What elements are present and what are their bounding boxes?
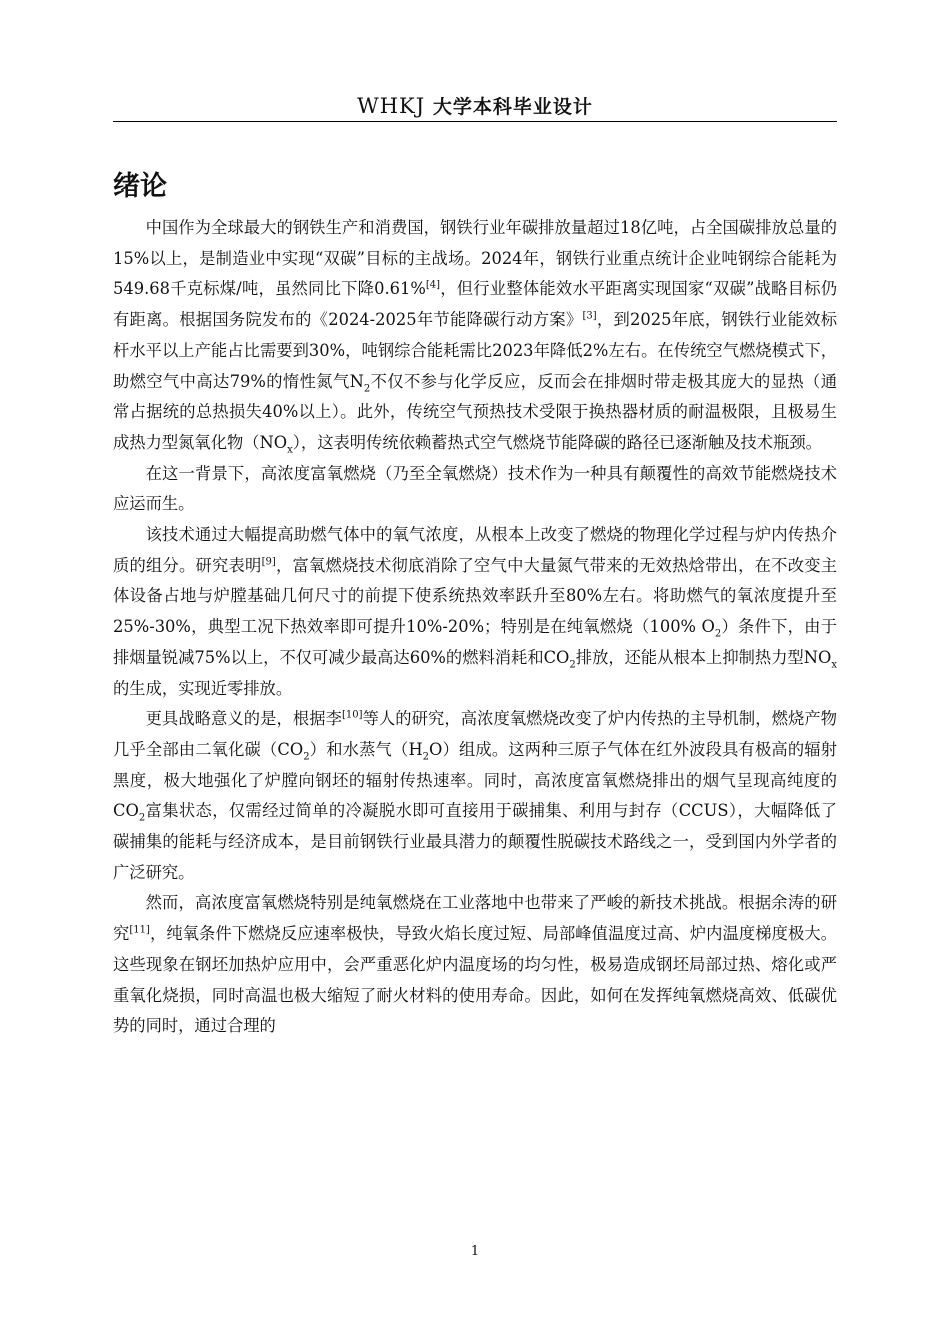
subscript: 2 [422,751,430,763]
subscript: 2 [303,751,310,763]
citation-ref: [11] [129,924,150,936]
subscript: x [287,444,293,456]
section-title: 绪论 [113,171,167,202]
subscript: 2 [138,812,146,824]
paragraph: 中国作为全球最大的钢铁生产和消费国，钢铁行业年碳排放量超过18亿吨，占全国碳排放总量的15%以上，是制造业中实现“双碳”目标的主战场。2024年，钢铁行业重点统计企业吨钢综合能耗为549.68千克标煤/吨，虽然同比下降0.61%[4]，但行业整体能效水平距离实现国家“双碳”战略目标仍有距离。根据国务院发布的《2024-2025年节能降碳行动方案》[3]，到2025年底，钢铁行业能效标杆水平以上产能占比需要到30%，吨钢综合能耗需比2023年降低2%左右。在传统空气燃烧模式下，助燃空气中高达79%的惰性氮气$N_2$不仅不参与化学反应，反而会在排烟时带走极其庞大的显热（通常占据统的总热损失40%以上）。此外，传统空气预热技术受限于换热器材质的耐温极限，且极易生成热力型氮氧化物$(NO_x)$，这表明传统依赖蓄热式空气燃烧节能降碳的路径已逐渐触及技术瓶颈。 [113,218,838,456]
citation-ref: [4] [425,279,441,291]
citation-ref: [3] [582,310,597,322]
subscript: 2 [569,659,576,671]
page-header [113,92,837,119]
paragraph: 更具战略意义的是，根据李[10]等人的研究，高浓度氧燃烧改变了炉内传热的主导机制，燃烧产物几乎全部由二氧化碳$(CO_2)$和水蒸气$(H_2O)$组成。这两种三原子气体在红外波段具有极高的辐射黑度，极大地强化了炉膛向钢坯的辐射传热速率。同时，高浓度富氧燃烧排出的烟气呈现高纯度的$CO_2$富集状态，仅需经过简单的冷凝脱水即可直接用于碳捕集、利用与封存（CCUS），大幅降低了碳捕集的能耗与经济成本，是目前钢铁行业最具潜力的颠覆性脱碳技术路线之一，受到国内外学者的广泛研究。 [113,709,838,882]
citation-ref: [9] [261,556,276,568]
body-text [113,213,837,1042]
citation-ref: [10] [341,709,363,721]
subscript: 2 [363,382,371,394]
paragraph: 在这一背景下，高浓度富氧燃烧（乃至全氧燃烧）技术作为一种具有颠覆性的高效节能燃烧技术应运而生。 [113,463,837,514]
page-number: 1 [470,1244,480,1259]
header-divider [113,121,837,122]
header-prefix: WHKJ [357,94,426,118]
subscript: x [831,659,837,671]
subscript: 2 [714,628,722,640]
paragraph: 该技术通过大幅提高助燃气体中的氧气浓度，从根本上改变了燃烧的物理化学过程与炉内传热介质的组分。研究表明[9]，富氧燃烧技术彻底消除了空气中大量氮气带来的无效热焓带出，在不改变主体设备占地与炉膛基础几何尺寸的前提下使系统热效率跃升至80%左右。将助燃气的氧浓度提升至25%-30%，典型工况下热效率即可提升10%-20%；特别是在纯氧燃烧（100% $O_2$）条件下，由于排烟量锐减75%以上，不仅可减少最高达60%的燃料消耗和$CO_2$排放，还能从根本上抑制热力型$NO_x$的生成，实现近零排放。 [113,525,837,698]
header-title: 大学本科毕业设计 [432,96,593,118]
paragraph: 然而，高浓度富氧燃烧特别是纯氧燃烧在工业落地中也带来了严峻的新技术挑战。根据余涛的研究[11]，纯氧条件下燃烧反应速率极快，导致火焰长度过短、局部峰值温度过高、炉内温度梯度极大。这些现象在钢坯加热炉应用中，会严重恶化炉内温度场的均匀性，极易造成钢坯局部过热、熔化或严重氧化烧损，同时高温也极大缩短了耐火材料的使用寿命。因此，如何在发挥纯氧燃烧高效、低碳优势的同时，通过合理的 [113,893,837,1036]
